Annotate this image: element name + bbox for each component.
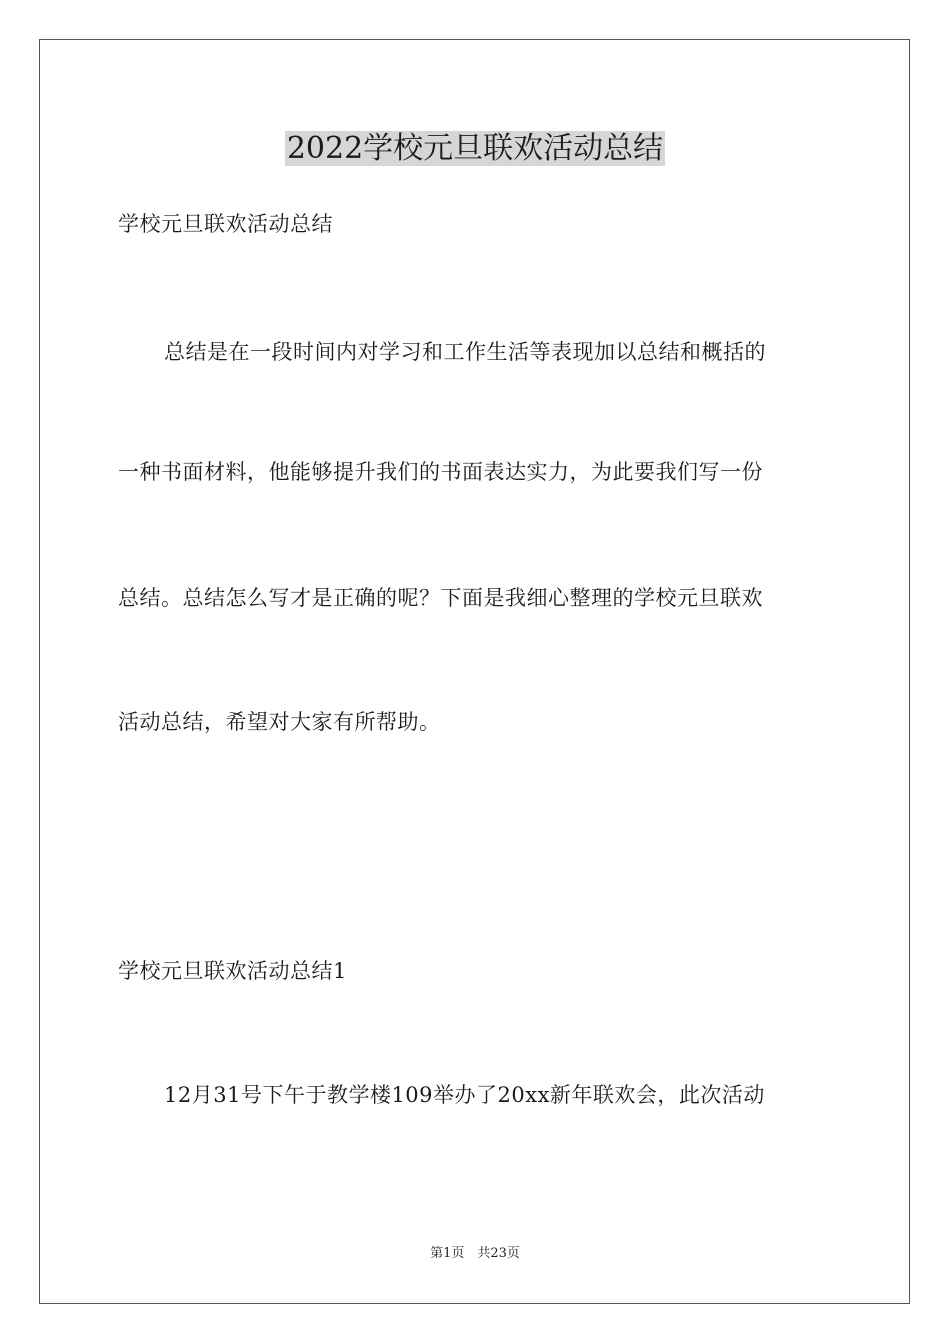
document-title [0,127,950,171]
paragraph-line: 一种书面材料，他能够提升我们的书面表达实力，为此要我们写一份 [118,460,763,484]
paragraph-line: 12月31号下午于教学楼109举办了20xx新年联欢会，此次活动 [164,1083,765,1107]
paragraph-line: 总结。总结怎么写才是正确的呢？下面是我细心整理的学校元旦联欢 [118,586,763,610]
document-title-text: 2022学校元旦联欢活动总结 [286,131,664,166]
document-subtitle: 学校元旦联欢活动总结 [118,212,333,236]
section-heading: 学校元旦联欢活动总结1 [118,959,347,983]
paragraph-line: 总结是在一段时间内对学习和工作生活等表现加以总结和概括的 [164,340,766,364]
page-number-footer: 第1页 共23页 [430,1246,520,1261]
paragraph-line: 活动总结，希望对大家有所帮助。 [118,710,441,734]
